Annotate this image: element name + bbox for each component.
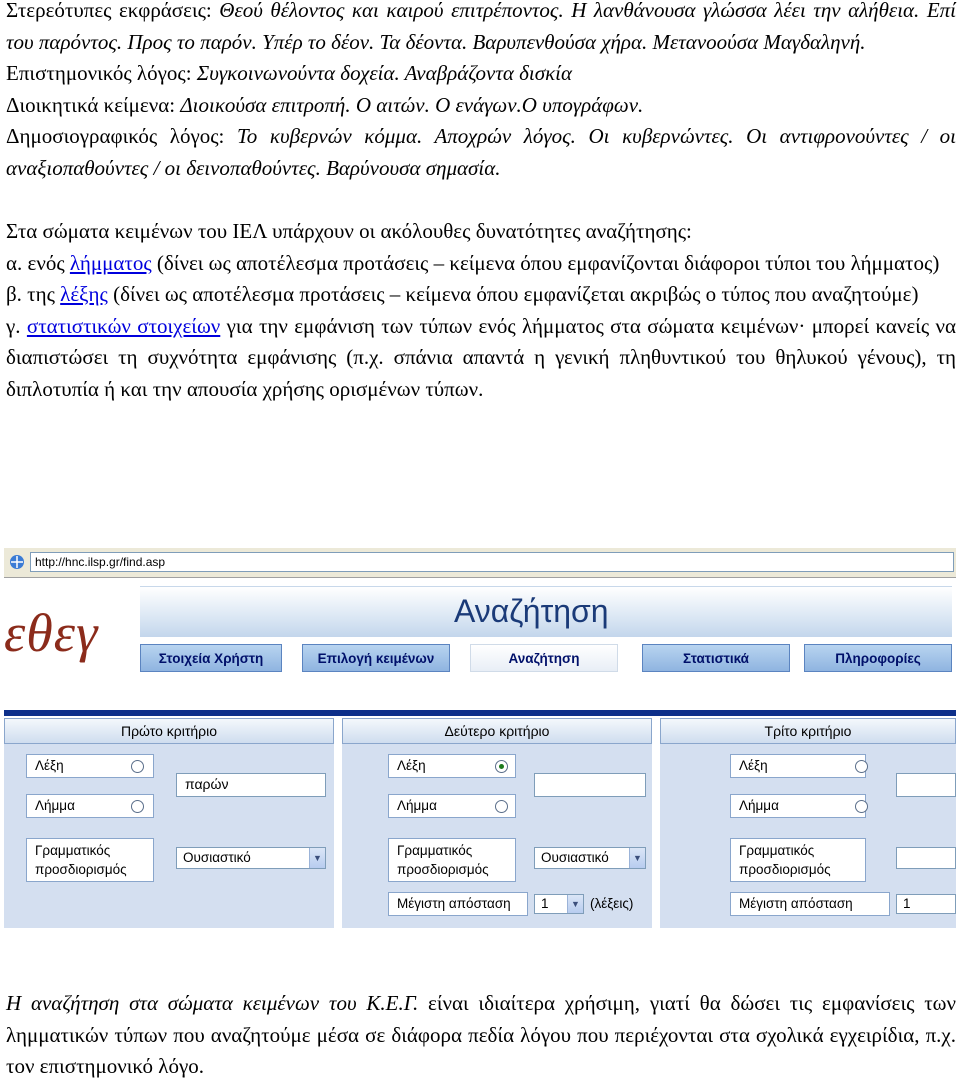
chevron-down-icon: ▼ xyxy=(629,848,645,868)
criterion-panel-1 xyxy=(4,718,334,928)
menu-user-info[interactable]: Στοιχεία Χρήστη xyxy=(140,644,282,672)
page-title: Αναζήτηση xyxy=(454,593,609,629)
search-page-screenshot xyxy=(4,548,956,928)
pos-select-1[interactable] xyxy=(176,847,326,869)
option-statistics-prefix: γ. xyxy=(6,313,21,338)
pos-select-1-value: Ουσιαστικό xyxy=(183,850,251,865)
menu-search[interactable]: Αναζήτηση xyxy=(470,644,618,672)
word-label-2: Λέξη xyxy=(388,754,516,778)
browser-icon xyxy=(8,553,26,571)
paragraph-stereotypes xyxy=(6,0,956,58)
lemma-label-2: Λήμμα xyxy=(388,794,516,818)
grammar-label-1 xyxy=(26,838,154,882)
conclusion-text: είναι ιδιαίτερα χρήσιμη, γιατί θα δώσει τις εμφανίσεις των λημματικών τύπων που αναζητούμε μέσα σε διάφορα πεδία λόγου που περιέχονται στα σχολικά εγχειρίδια, π.χ. τον επιστημονικό λόγο. xyxy=(6,991,956,1078)
paragraph-administrative xyxy=(6,90,956,122)
conclusion-italic: Η αναζήτηση στα σώματα κειμένων του Κ.Ε.Γ. xyxy=(6,991,419,1015)
paragraph-conclusion xyxy=(6,988,956,1083)
search-text-input-2[interactable] xyxy=(534,773,646,797)
menu-text-selection[interactable]: Επιλογή κειμένων xyxy=(302,644,450,672)
criterion-title-3: Τρίτο κριτήριο xyxy=(660,718,956,744)
distance-unit-2: (λέξεις) xyxy=(590,896,634,911)
link-lemma[interactable]: λήμματος xyxy=(69,250,152,275)
distance-label-3: Μέγιστη απόσταση xyxy=(730,892,890,916)
lemma-label-3: Λήμμα xyxy=(730,794,866,818)
distance-label-2: Μέγιστη απόσταση xyxy=(388,892,528,916)
menu-statistics[interactable]: Στατιστικά xyxy=(642,644,790,672)
examples-scientific: Συγκοινωνούντα δοχεία. Αναβράζοντα δισκία xyxy=(196,61,573,85)
lemma-label-1: Λήμμα xyxy=(26,794,154,818)
distance-select-3-value: 1 xyxy=(903,896,911,911)
title-banner xyxy=(140,586,952,637)
chevron-down-icon: ▼ xyxy=(309,848,325,868)
option-word-text: (δίνει ως αποτέλεσμα προτάσεις – κείμενα όπου εμφανίζεται ακριβώς ο τύπος που αναζητούμε) xyxy=(113,282,919,306)
word-radio-1[interactable] xyxy=(131,760,144,773)
grammar-label-2 xyxy=(388,838,516,882)
criterion-panel-2 xyxy=(342,718,652,928)
distance-select-3[interactable] xyxy=(896,894,956,914)
grammar-label-2-line1: Γραμματικός xyxy=(397,843,473,858)
document-top xyxy=(6,0,956,405)
pos-select-3[interactable] xyxy=(896,847,956,869)
label-administrative: Διοικητικά κείμενα: xyxy=(6,92,176,117)
link-word[interactable]: λέξης xyxy=(60,282,108,306)
grammar-label-2-line2: προσδιορισμός xyxy=(397,862,489,877)
paragraph-journalistic xyxy=(6,121,956,184)
site-logo: εθεγ xyxy=(4,603,99,663)
examples-administrative: Διοικούσα επιτροπή. Ο αιτών. Ο ενάγων.Ο υπογράφων. xyxy=(180,92,644,117)
address-bar xyxy=(4,548,956,578)
grammar-label-1-line1: Γραμματικός xyxy=(35,843,111,858)
pos-select-2[interactable] xyxy=(534,847,646,869)
criterion-title-2: Δεύτερο κριτήριο xyxy=(342,718,652,744)
lemma-radio-2[interactable] xyxy=(495,800,508,813)
examples-journalistic: Το κυβερνών κόμμα. Αποχρών λόγος. Οι κυβερνώντες. Οι αντιφρονούντες / οι αναξιοπαθούντες / οι δεινοπαθούντες. Βαρύνουσα σημασία. xyxy=(6,124,957,180)
word-radio-2[interactable] xyxy=(495,760,508,773)
word-label-1: Λέξη xyxy=(26,754,154,778)
paragraph-corpus-intro: Στα σώματα κειμένων του ΙΕΛ υπάρχουν οι ακόλουθες δυνατότητες αναζήτησης: xyxy=(6,219,692,243)
word-label-3: Λέξη xyxy=(730,754,866,778)
word-radio-3[interactable] xyxy=(855,760,868,773)
option-word xyxy=(6,279,956,311)
grammar-label-3-line2: προσδιορισμός xyxy=(739,862,831,877)
grammar-label-1-line2: προσδιορισμός xyxy=(35,862,127,877)
option-word-prefix: β. της xyxy=(6,282,55,306)
option-statistics xyxy=(6,311,956,406)
option-statistics-text: για την εμφάνιση των τύπων ενός λήμματος στα σώματα κειμένων· μπορεί κανείς να διαπιστώσει τη συχνότητα εμφάνισης (π.χ. σπάνια απαντά η γενική πληθυντικού του θηλυκού γένους), τη διπλοτυπία ή και την απουσία χρήσης ορισμένων τύπων. xyxy=(6,313,957,401)
paragraph-gap xyxy=(6,184,956,216)
paragraph-scientific xyxy=(6,58,956,90)
distance-select-2[interactable] xyxy=(534,894,584,914)
url-field[interactable]: http://hnc.ilsp.gr/find.asp xyxy=(30,552,954,572)
lemma-radio-1[interactable] xyxy=(131,800,144,813)
chevron-down-icon: ▼ xyxy=(567,895,583,913)
grammar-label-3 xyxy=(730,838,866,882)
examples-stereotypes: Θεού θέλοντος και καιρού επιτρέποντος. Η λανθάνουσα γλώσσα λέει την αλήθεια. Επί του παρόντος. Προς το παρόν. Υπέρ το δέον. Τα δέοντα. Βαρυπενθούσα χήρα. Μετανοούσα Μαγδαληνή. xyxy=(6,0,957,54)
grammar-label-3-line1: Γραμματικός xyxy=(739,843,815,858)
pos-select-2-value: Ουσιαστικό xyxy=(541,850,609,865)
criterion-title-1: Πρώτο κριτήριο xyxy=(4,718,334,744)
criterion-panel-3 xyxy=(660,718,956,928)
label-journalistic: Δημοσιογραφικός λόγος: xyxy=(6,124,225,148)
option-lemma-text: (δίνει ως αποτέλεσμα προτάσεις – κείμενα όπου εμφανίζονται διάφοροι τύποι του λήμματος) xyxy=(156,250,940,275)
link-statistics[interactable]: στατιστικών στοιχείων xyxy=(26,313,221,338)
main-menu xyxy=(140,644,952,672)
site-header xyxy=(4,578,956,704)
lemma-radio-3[interactable] xyxy=(855,800,868,813)
option-lemma-prefix: α. ενός xyxy=(6,250,65,275)
document-bottom xyxy=(6,988,956,1083)
search-text-input-1[interactable]: παρών xyxy=(176,773,326,797)
option-lemma xyxy=(6,248,956,280)
label-stereotypes: Στερεότυπες εκφράσεις: xyxy=(6,0,212,22)
distance-select-2-value: 1 xyxy=(541,896,549,911)
label-scientific: Επιστημονικός λόγος: xyxy=(6,61,192,85)
menu-information[interactable]: Πληροφορίες xyxy=(804,644,952,672)
search-text-input-3[interactable] xyxy=(896,773,956,797)
separator-bar xyxy=(4,710,956,716)
